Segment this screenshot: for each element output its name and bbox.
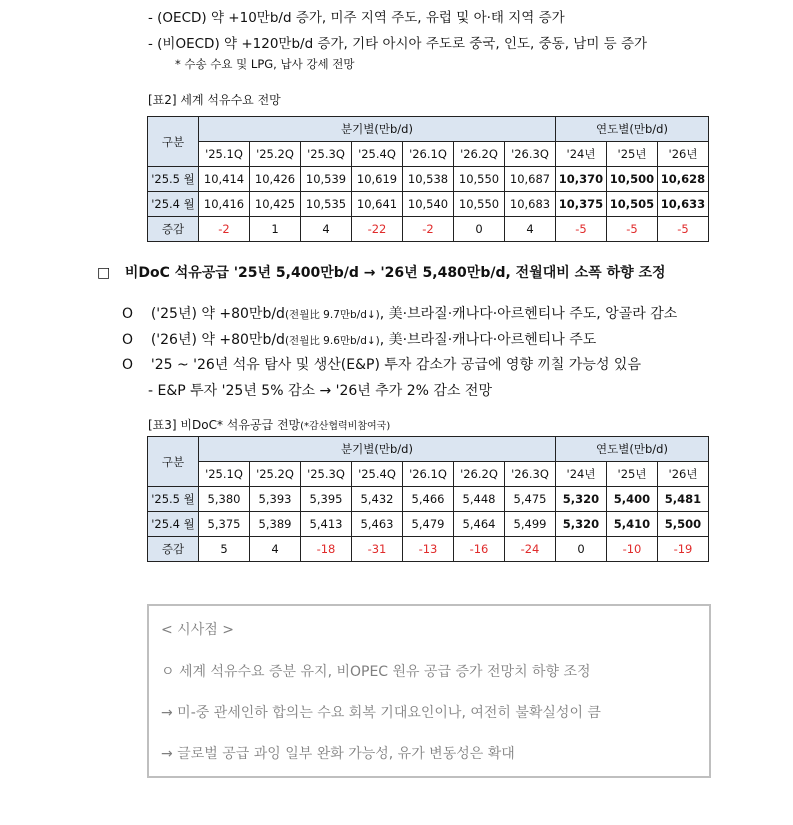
annual-group-header: 연도별(만b/d) — [556, 117, 709, 142]
demand-non-oecd-line: - (비OECD) 약 +120만b/d 증가, 기타 아시아 주도로 중국, 인도, 중동, 남미 등 증가 — [148, 36, 648, 52]
table-cell: 5,500 — [658, 512, 709, 537]
bullet-text: ('25년) 약 +80만b/d — [150, 306, 285, 322]
table-cell: 10,683 — [505, 192, 556, 217]
column-header: '25.1Q — [199, 142, 250, 167]
column-header: '26년 — [658, 142, 709, 167]
demand-note: * 수송 수요 및 LPG, 납사 강세 전망 — [175, 57, 355, 71]
column-header: '26년 — [658, 462, 709, 487]
table-cell: 5,464 — [454, 512, 505, 537]
quarterly-group-header: 분기별(만b/d) — [199, 117, 556, 142]
row-label: '25.4 월 — [148, 512, 199, 537]
section-title: 비DoC 석유공급 '25년 5,400만b/d → '26년 5,480만b/d, 전월대비 소폭 하향 조정 — [124, 265, 666, 281]
change-cell: -16 — [454, 537, 505, 562]
table-cell: 5,475 — [505, 487, 556, 512]
table-cell: 10,539 — [301, 167, 352, 192]
table-cell: 5,432 — [352, 487, 403, 512]
change-cell: -5 — [607, 217, 658, 242]
table-cell: 10,535 — [301, 192, 352, 217]
table-cell: 5,320 — [556, 512, 607, 537]
column-header: '25.1Q — [199, 462, 250, 487]
change-cell: -18 — [301, 537, 352, 562]
table-cell: 5,448 — [454, 487, 505, 512]
table-row — [148, 192, 709, 217]
table-cell: 10,370 — [556, 167, 607, 192]
bullet-item — [122, 354, 641, 374]
column-header: '26.3Q — [505, 462, 556, 487]
table-cell: 10,550 — [454, 167, 505, 192]
bullet-subnote: (전월比 9.6만b/d↓) — [284, 335, 380, 347]
bullet-subnote: (전월比 9.7만b/d↓) — [284, 309, 380, 321]
change-cell: -5 — [556, 217, 607, 242]
change-cell: -22 — [352, 217, 403, 242]
column-header: '25.2Q — [250, 142, 301, 167]
column-header: '26.2Q — [454, 462, 505, 487]
table-cell: 5,413 — [301, 512, 352, 537]
column-header: '25.2Q — [250, 462, 301, 487]
bullet-text: , 美·브라질·캐나다·아르헨티나 주도 — [379, 332, 597, 348]
change-cell: 4 — [250, 537, 301, 562]
column-header: '26.1Q — [403, 462, 454, 487]
column-header: '26.3Q — [505, 142, 556, 167]
bullet-text: '25 ~ '26년 석유 탐사 및 생산(E&P) 투자 감소가 공급에 영향 끼칠 가능성 있음 — [150, 357, 641, 373]
row-label-header: 구분 — [148, 437, 199, 487]
row-label: '25.4 월 — [148, 192, 199, 217]
change-cell: 0 — [454, 217, 505, 242]
bullet-marker: O — [122, 332, 134, 348]
quarterly-group-header: 분기별(만b/d) — [199, 437, 556, 462]
table-cell: 10,500 — [607, 167, 658, 192]
change-cell: -19 — [658, 537, 709, 562]
change-cell: -5 — [658, 217, 709, 242]
column-header: '24년 — [556, 462, 607, 487]
table-cell: 10,641 — [352, 192, 403, 217]
bullet-text: ('26년) 약 +80만b/d — [150, 332, 285, 348]
table2-caption: [표2] 세계 석유수요 전망 — [148, 93, 281, 107]
table-cell: 10,687 — [505, 167, 556, 192]
world-oil-demand-table — [147, 116, 709, 242]
non-doc-supply-table — [147, 436, 709, 562]
table-cell: 5,400 — [607, 487, 658, 512]
table-cell: 10,375 — [556, 192, 607, 217]
table3-caption — [148, 416, 390, 433]
column-header: '25년 — [607, 142, 658, 167]
table-row — [148, 512, 709, 537]
row-label: '25.5 월 — [148, 167, 199, 192]
table-cell: 10,505 — [607, 192, 658, 217]
change-cell: -2 — [403, 217, 454, 242]
row-label: '25.5 월 — [148, 487, 199, 512]
column-header: '25.3Q — [301, 462, 352, 487]
column-header-row — [148, 462, 709, 487]
table-cell: 5,395 — [301, 487, 352, 512]
implications-title: < 시사점 > — [161, 622, 234, 638]
table-cell: 5,463 — [352, 512, 403, 537]
table3-caption-text: [표3] 비DoC* 석유공급 전망 — [148, 418, 301, 432]
table-cell: 5,375 — [199, 512, 250, 537]
change-cell: 0 — [556, 537, 607, 562]
column-header: '24년 — [556, 142, 607, 167]
bullet-marker: O — [122, 306, 134, 322]
row-label-header: 구분 — [148, 117, 199, 167]
column-header-row — [148, 142, 709, 167]
change-cell: 4 — [301, 217, 352, 242]
table-cell: 10,416 — [199, 192, 250, 217]
bullet-text: , 美·브라질·캐나다·아르헨티나 주도, 앙골라 감소 — [379, 306, 678, 322]
table-cell: 5,479 — [403, 512, 454, 537]
table-row — [148, 487, 709, 512]
table-row — [148, 167, 709, 192]
table-cell: 10,619 — [352, 167, 403, 192]
table-cell: 10,628 — [658, 167, 709, 192]
table-cell: 5,380 — [199, 487, 250, 512]
table-cell: 10,540 — [403, 192, 454, 217]
implications-line: → 미-중 관세인하 합의는 수요 회복 기대요인이나, 여전히 불확실성이 큼 — [161, 705, 601, 721]
implications-line: → 글로벌 공급 과잉 일부 완화 가능성, 유가 변동성은 확대 — [161, 746, 515, 762]
bullet-marker: O — [122, 357, 134, 373]
column-header: '25.4Q — [352, 462, 403, 487]
implications-box — [147, 604, 711, 778]
change-cell: -2 — [199, 217, 250, 242]
table-cell: 10,538 — [403, 167, 454, 192]
change-cell: 5 — [199, 537, 250, 562]
implications-line: ㅇ 세계 석유수요 증분 유지, 비OPEC 원유 공급 증가 전망치 하향 조정 — [161, 664, 591, 680]
section-marker: □ — [97, 265, 111, 281]
table3-caption-note: (*감산협력비참여국) — [300, 421, 391, 432]
change-cell: -10 — [607, 537, 658, 562]
change-cell: -31 — [352, 537, 403, 562]
row-label: 증감 — [148, 537, 199, 562]
column-header: '26.2Q — [454, 142, 505, 167]
table-cell: 5,389 — [250, 512, 301, 537]
section-heading — [97, 262, 666, 282]
sub-bullet: - E&P 투자 '25년 5% 감소 → '26년 추가 2% 감소 전망 — [148, 383, 492, 399]
column-header: '25.3Q — [301, 142, 352, 167]
table-row-change — [148, 217, 709, 242]
table-cell: 5,320 — [556, 487, 607, 512]
change-cell: 4 — [505, 217, 556, 242]
table-cell: 5,481 — [658, 487, 709, 512]
annual-group-header: 연도별(만b/d) — [556, 437, 709, 462]
table-cell: 5,499 — [505, 512, 556, 537]
table-cell: 5,410 — [607, 512, 658, 537]
change-cell: 1 — [250, 217, 301, 242]
table-cell: 5,466 — [403, 487, 454, 512]
table-cell: 10,426 — [250, 167, 301, 192]
change-cell: -13 — [403, 537, 454, 562]
table-cell: 10,550 — [454, 192, 505, 217]
column-header: '25.4Q — [352, 142, 403, 167]
table-cell: 10,425 — [250, 192, 301, 217]
row-label: 증감 — [148, 217, 199, 242]
table-cell: 5,393 — [250, 487, 301, 512]
table-cell: 10,414 — [199, 167, 250, 192]
bullet-item — [122, 303, 677, 323]
demand-oecd-line: - (OECD) 약 +10만b/d 증가, 미주 지역 주도, 유럽 및 아·태 지역 증가 — [148, 10, 565, 26]
table-cell: 10,633 — [658, 192, 709, 217]
bullet-item — [122, 329, 596, 349]
column-header: '25년 — [607, 462, 658, 487]
change-cell: -24 — [505, 537, 556, 562]
column-header: '26.1Q — [403, 142, 454, 167]
table-row-change — [148, 537, 709, 562]
